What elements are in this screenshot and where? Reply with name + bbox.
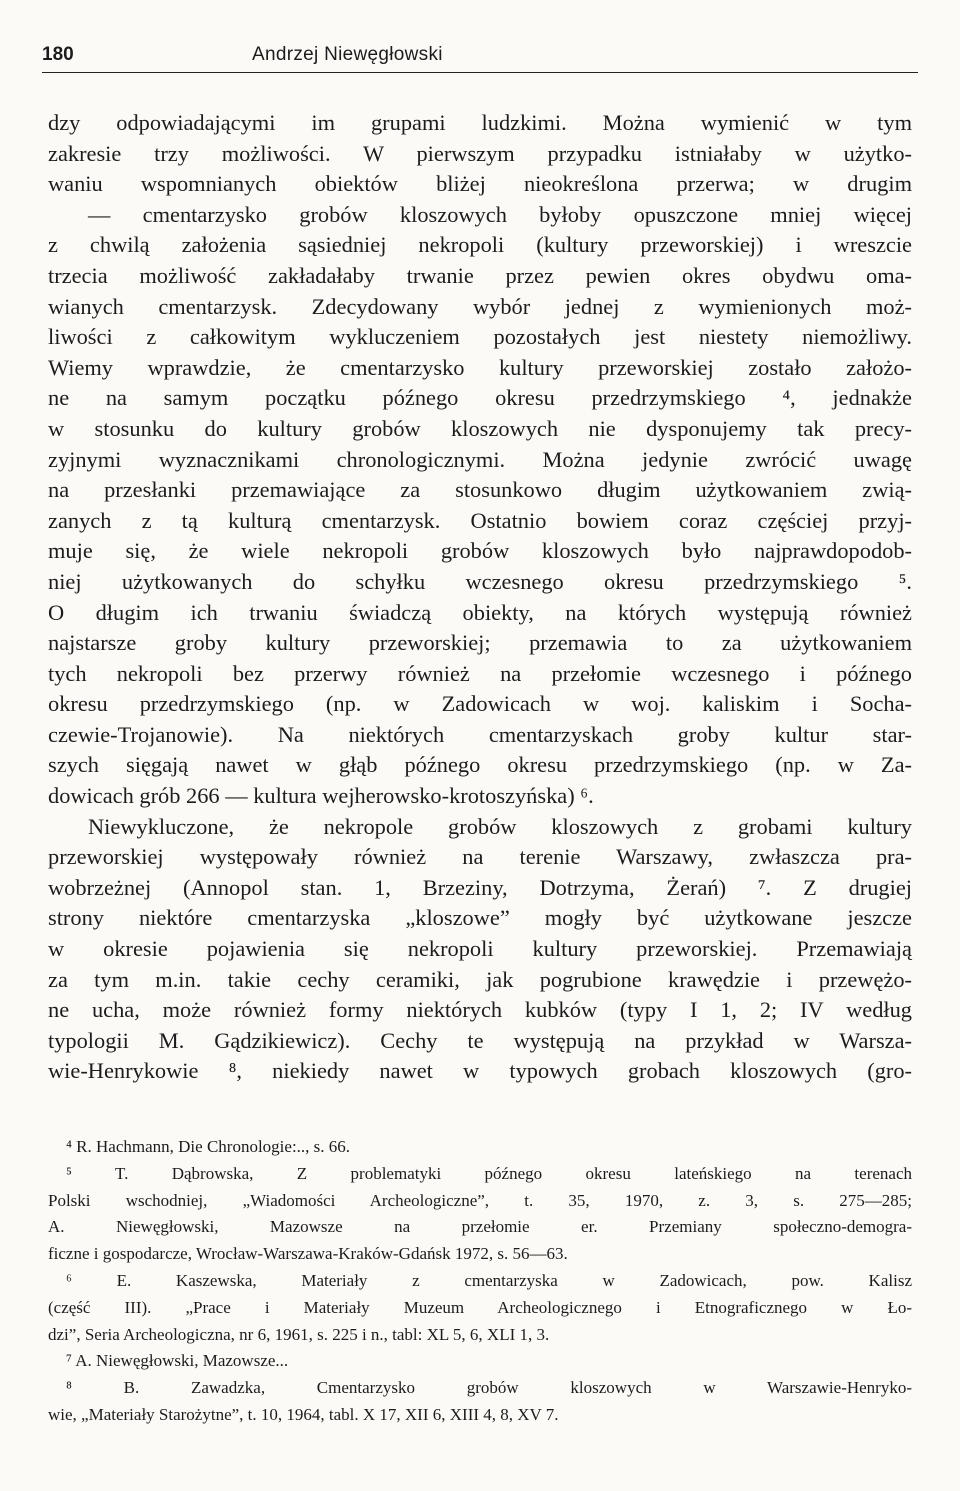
footnote-line: (część III). „Prace i Materiały Muzeum Archeologicznego i Etnograficznego w Ło- <box>48 1297 912 1317</box>
body-text <box>48 108 912 1087</box>
footnote-line: ⁷ A. Niewęgłowski, Mazowsze... <box>66 1351 289 1371</box>
text-line: na przesłanki przemawiające za stosunkowo długim użytkowaniem zwią- <box>48 477 912 503</box>
footnote-line: ⁶ E. Kaszewska, Materiały z cmentarzyska w Zadowicach, pow. Kalisz <box>66 1270 912 1290</box>
text-line: z chwilą założenia sąsiedniej nekropoli (kultury przeworskiej) i wreszcie <box>48 232 912 258</box>
text-line: przeworskiej występowały również na terenie Warszawy, zwłaszcza pra- <box>48 844 912 870</box>
footnote-line: wie, „Materiały Starożytne”, t. 10, 1964, tabl. X 17, XII 6, XIII 4, 8, XV 7. <box>48 1404 559 1424</box>
text-line: tych nekropoli bez przerwy również na przełomie wczesnego i późnego <box>48 660 912 686</box>
text-line: szych sięgają nawet w głąb późnego okresu przedrzymskiego (np. w Za- <box>48 752 912 778</box>
text-line: okresu przedrzymskiego (np. w Zadowicach w woj. kaliskim i Socha- <box>48 691 912 717</box>
footnote-line: Polski wschodniej, „Wiadomości Archeologiczne”, t. 35, 1970, z. 3, s. 275—285; <box>48 1190 912 1210</box>
footnote-line: ⁸ B. Zawadzka, Cmentarzysko grobów kloszowych w Warszawie-Henryko- <box>66 1378 912 1398</box>
text-line: ne ucha, może również formy niektórych kubków (typy I 1, 2; IV według <box>48 997 912 1023</box>
text-line: wianych cmentarzysk. Zdecydowany wybór jednej z wymienionych moż- <box>48 293 912 319</box>
text-line: liwości z całkowitym wykluczeniem pozostałych jest niestety niemożliwy. <box>48 324 912 350</box>
text-line: wie-Henrykowie ⁸, niekiedy nawet w typowych grobach kloszowych (gro- <box>48 1058 912 1084</box>
footnotes <box>48 1134 912 1429</box>
text-line: zakresie trzy możliwości. W pierwszym przypadku istniałaby w użytko- <box>48 140 912 166</box>
running-head: Andrzej Niewęgłowski <box>252 44 443 65</box>
footnote-line: ficzne i gospodarcze, Wrocław-Warszawa-Kraków-Gdańsk 1972, s. 56—63. <box>48 1244 568 1264</box>
text-line: trzecia możliwość zakładałaby trwanie przez pewien okres obydwu oma- <box>48 262 912 288</box>
text-line: O długim ich trwaniu świadczą obiekty, na których występują również <box>48 599 912 625</box>
text-line: ne na samym początku późnego okresu przedrzymskiego ⁴, jednakże <box>48 385 912 411</box>
text-line: czewie-Trojanowie). Na niektórych cmentarzyskach groby kultur star- <box>48 721 912 747</box>
footnote-line: ⁴ R. Hachmann, Die Chronologie:.., s. 66. <box>66 1137 351 1156</box>
text-line: za tym m.in. takie cechy ceramiki, jak pogrubione krawędzie i przewężo- <box>48 966 912 992</box>
text-line: typologii M. Gądzikiewicz). Cechy te występują na przykład w Warsza- <box>48 1027 912 1053</box>
text-line: dzy odpowiadającymi im grupami ludzkimi. Można wymienić w tym <box>48 110 912 135</box>
text-line: wobrzeżnej (Annopol stan. 1, Brzeziny, Dotrzyma, Żerań) ⁷. Z drugiej <box>48 874 912 900</box>
page-number: 180 <box>42 44 74 65</box>
footnote-line: dzi”, Seria Archeologiczna, nr 6, 1961, s. 225 i n., tabl: XL 5, 6, XLI 1, 3. <box>48 1324 550 1344</box>
text-line: Wiemy wprawdzie, że cmentarzysko kultury przeworskiej zostało założo- <box>48 354 912 380</box>
text-line: strony niektóre cmentarzyska „kloszowe” mogły być użytkowane jeszcze <box>48 905 912 931</box>
text-line: zanych z tą kulturą cmentarzysk. Ostatnio bowiem coraz częściej przyj- <box>48 507 912 533</box>
text-line: w stosunku do kultury grobów kloszowych nie dysponujemy tak precy- <box>48 415 912 441</box>
text-line: muje się, że wiele nekropoli grobów kloszowych było najprawdopodob- <box>48 538 912 564</box>
text-line: najstarsze groby kultury przeworskiej; przemawia to za użytkowaniem <box>48 630 912 656</box>
text-line: niej użytkowanych do schyłku wczesnego okresu przedrzymskiego ⁵. <box>48 568 912 594</box>
footnote-line: ⁵ T. Dąbrowska, Z problematyki późnego okresu lateńskiego na terenach <box>66 1163 912 1183</box>
text-line: zyjnymi wyznacznikami chronologicznymi. Można jedynie zwrócić uwagę <box>48 446 912 472</box>
page-header <box>42 42 918 73</box>
text-line: w okresie pojawienia się nekropoli kultury przeworskiej. Przemawiają <box>48 936 912 962</box>
text-line: waniu wspomnianych obiektów bliżej nieokreślona przerwa; w drugim <box>48 171 912 197</box>
text-line: dowicach grób 266 — kultura wejherowsko-krotoszyńska) ⁶. <box>48 783 594 809</box>
text-line: — cmentarzysko grobów kloszowych byłoby opuszczone mniej więcej <box>88 201 912 227</box>
text-line: Niewykluczone, że nekropole grobów kloszowych z grobami kultury <box>88 813 912 839</box>
footnote-line: A. Niewęgłowski, Mazowsze na przełomie er. Przemiany społeczno-demogra- <box>48 1217 912 1237</box>
